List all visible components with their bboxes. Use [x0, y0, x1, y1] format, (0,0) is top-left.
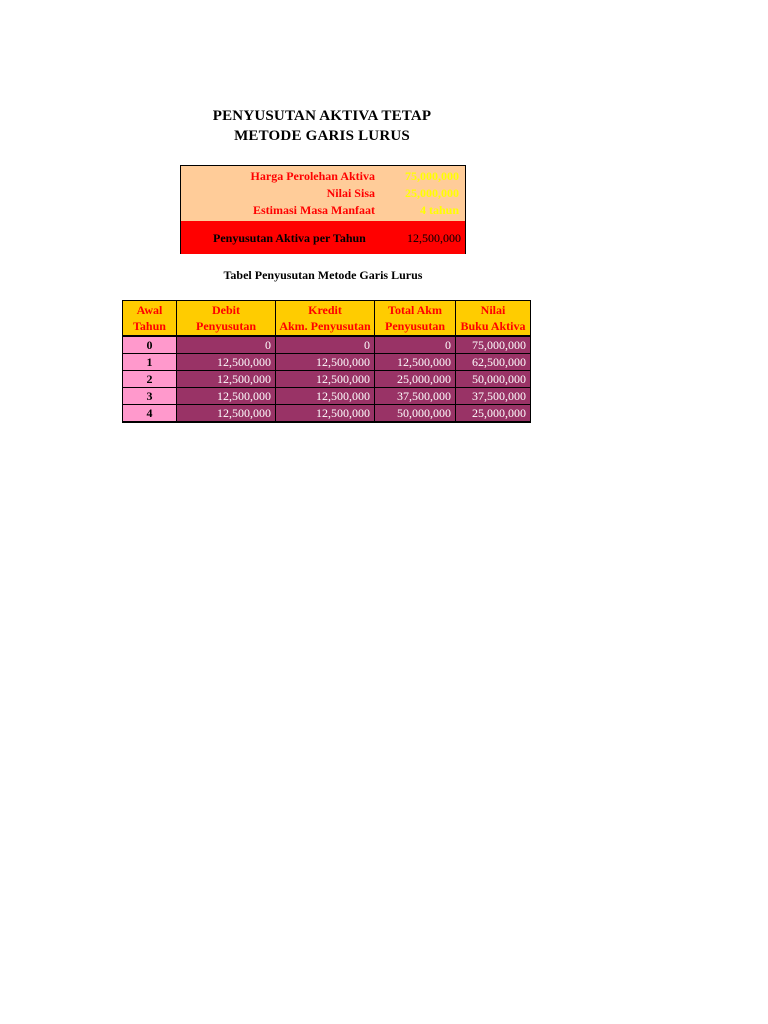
- header-kredit-akm: Kredit Akm. Penyusutan: [276, 301, 375, 337]
- table-row: [123, 405, 531, 423]
- summary-result-row: [181, 221, 465, 254]
- result-value: 12,500,000: [407, 231, 461, 245]
- cell-nilai-buku[interactable]: 75,000,000: [456, 336, 531, 354]
- cell-total-akm[interactable]: 50,000,000: [375, 405, 456, 423]
- summary-value[interactable]: 4 tahun: [419, 203, 459, 217]
- cell-nilai-buku[interactable]: 25,000,000: [456, 405, 531, 423]
- page-title: PENYUSUTAN AKTIVA TETAP: [212, 108, 432, 124]
- depreciation-table: [122, 300, 531, 423]
- table-caption: Tabel Penyusutan Metode Garis Lurus: [223, 268, 423, 282]
- summary-row-nilai-sisa: [181, 185, 465, 202]
- cell-nilai-buku[interactable]: 62,500,000: [456, 354, 531, 371]
- cell-year[interactable]: 2: [123, 371, 177, 388]
- page-subtitle: METODE GARIS LURUS: [234, 128, 410, 144]
- header-debit-penyusutan: Debit Penyusutan: [177, 301, 276, 337]
- summary-value[interactable]: 25,000,000: [405, 186, 459, 200]
- table-row: [123, 354, 531, 371]
- header-total-akm: Total Akm Penyusutan: [375, 301, 456, 337]
- summary-box: [180, 165, 466, 254]
- summary-value[interactable]: 75,000,000: [405, 169, 459, 183]
- table-row: [123, 371, 531, 388]
- cell-debit[interactable]: 12,500,000: [177, 354, 276, 371]
- cell-total-akm[interactable]: 12,500,000: [375, 354, 456, 371]
- table-row: [123, 388, 531, 405]
- cell-debit[interactable]: 12,500,000: [177, 388, 276, 405]
- cell-debit[interactable]: 12,500,000: [177, 371, 276, 388]
- summary-label: Nilai Sisa: [326, 186, 375, 200]
- cell-year[interactable]: 4: [123, 405, 177, 423]
- header-nilai-buku: Nilai Buku Aktiva: [456, 301, 531, 337]
- cell-year[interactable]: 0: [123, 336, 177, 354]
- cell-year[interactable]: 3: [123, 388, 177, 405]
- cell-kredit[interactable]: 12,500,000: [276, 371, 375, 388]
- summary-row-masa-manfaat: [181, 202, 465, 219]
- cell-debit[interactable]: 12,500,000: [177, 405, 276, 423]
- cell-total-akm[interactable]: 25,000,000: [375, 371, 456, 388]
- table-row: [123, 336, 531, 354]
- summary-row-harga-perolehan: [181, 168, 465, 185]
- cell-kredit[interactable]: 12,500,000: [276, 354, 375, 371]
- cell-kredit[interactable]: 12,500,000: [276, 388, 375, 405]
- cell-total-akm[interactable]: 37,500,000: [375, 388, 456, 405]
- header-awal-tahun: Awal Tahun: [123, 301, 177, 337]
- cell-kredit[interactable]: 12,500,000: [276, 405, 375, 423]
- summary-label: Harga Perolehan Aktiva: [250, 169, 375, 183]
- cell-year[interactable]: 1: [123, 354, 177, 371]
- cell-debit[interactable]: 0: [177, 336, 276, 354]
- cell-total-akm[interactable]: 0: [375, 336, 456, 354]
- result-label: Penyusutan Aktiva per Tahun: [213, 231, 366, 245]
- cell-nilai-buku[interactable]: 50,000,000: [456, 371, 531, 388]
- summary-label: Estimasi Masa Manfaat: [253, 203, 375, 217]
- cell-kredit[interactable]: 0: [276, 336, 375, 354]
- cell-nilai-buku[interactable]: 37,500,000: [456, 388, 531, 405]
- table-header-row: [123, 301, 531, 337]
